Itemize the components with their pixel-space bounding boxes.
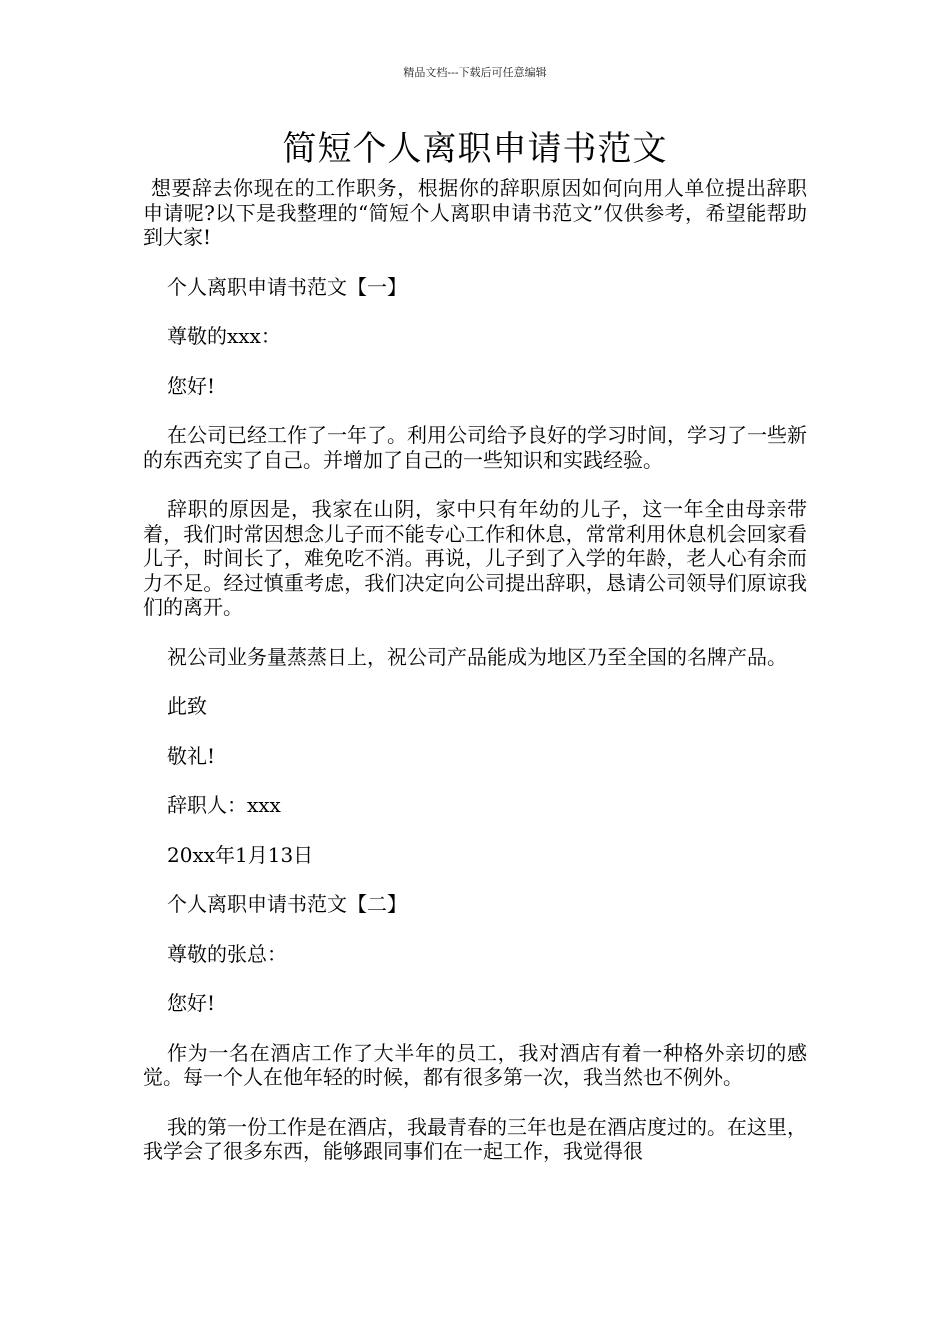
body-paragraph: 作为一名在酒店工作了大半年的员工，我对酒店有着一种格外亲切的感觉。每一个人在他年轻的时候，都有很多第一次，我当然也不例外。 bbox=[143, 1040, 807, 1089]
salutation-1: 尊敬的xxx： bbox=[167, 324, 281, 348]
section-heading-2: 个人离职申请书范文【二】 bbox=[167, 892, 407, 916]
salutation-2: 尊敬的张总： bbox=[167, 941, 287, 966]
body-paragraph: 在公司已经工作了一年了。利用公司给予良好的学习时间，学习了一些新的东西充实了自己。并增加了自己的一些知识和实践经验。 bbox=[143, 423, 807, 472]
document-body bbox=[143, 176, 807, 1189]
greeting-2: 您好! bbox=[167, 991, 216, 1015]
header-note: 精品文档---下载后可任意编辑 bbox=[403, 66, 547, 79]
section-heading-1: 个人离职申请书范文【一】 bbox=[167, 274, 407, 299]
body-paragraph: 祝公司业务量蒸蒸日上，祝公司产品能成为地区乃至全国的名牌产品。 bbox=[167, 644, 787, 669]
closing-line: 此致 bbox=[167, 694, 207, 718]
signature-line: 辞职人：xxx bbox=[167, 793, 281, 817]
date-line: 20xx年1月13日 bbox=[167, 842, 314, 867]
greeting-1: 您好! bbox=[167, 373, 216, 398]
document-title: 简短个人离职申请书范文 bbox=[282, 129, 668, 169]
body-paragraph: 辞职的原因是，我家在山阴，家中只有年幼的儿子，这一年全由母亲带着，我们时常因想念儿子而不能专心工作和休息，常常利用休息机会回家看儿子，时间长了，难免吃不消。再说，儿子到了入学的年龄，老人心有余而力不足。经过慎重考虑，我们决定向公司提出辞职，恳请公司领导们原谅我们的离开。 bbox=[143, 497, 807, 619]
intro-paragraph: 想要辞去你现在的工作职务，根据你的辞职原因如何向用人单位提出辞职申请呢?以下是我整理的“简短个人离职申请书范文”仅供参考，希望能帮助到大家! bbox=[143, 176, 807, 249]
closing-salute: 敬礼! bbox=[167, 743, 216, 768]
body-paragraph: 我的第一份工作是在酒店，我最青春的三年也是在酒店度过的。在这里，我学会了很多东西，能够跟同事们在一起工作，我觉得很 bbox=[143, 1114, 807, 1163]
